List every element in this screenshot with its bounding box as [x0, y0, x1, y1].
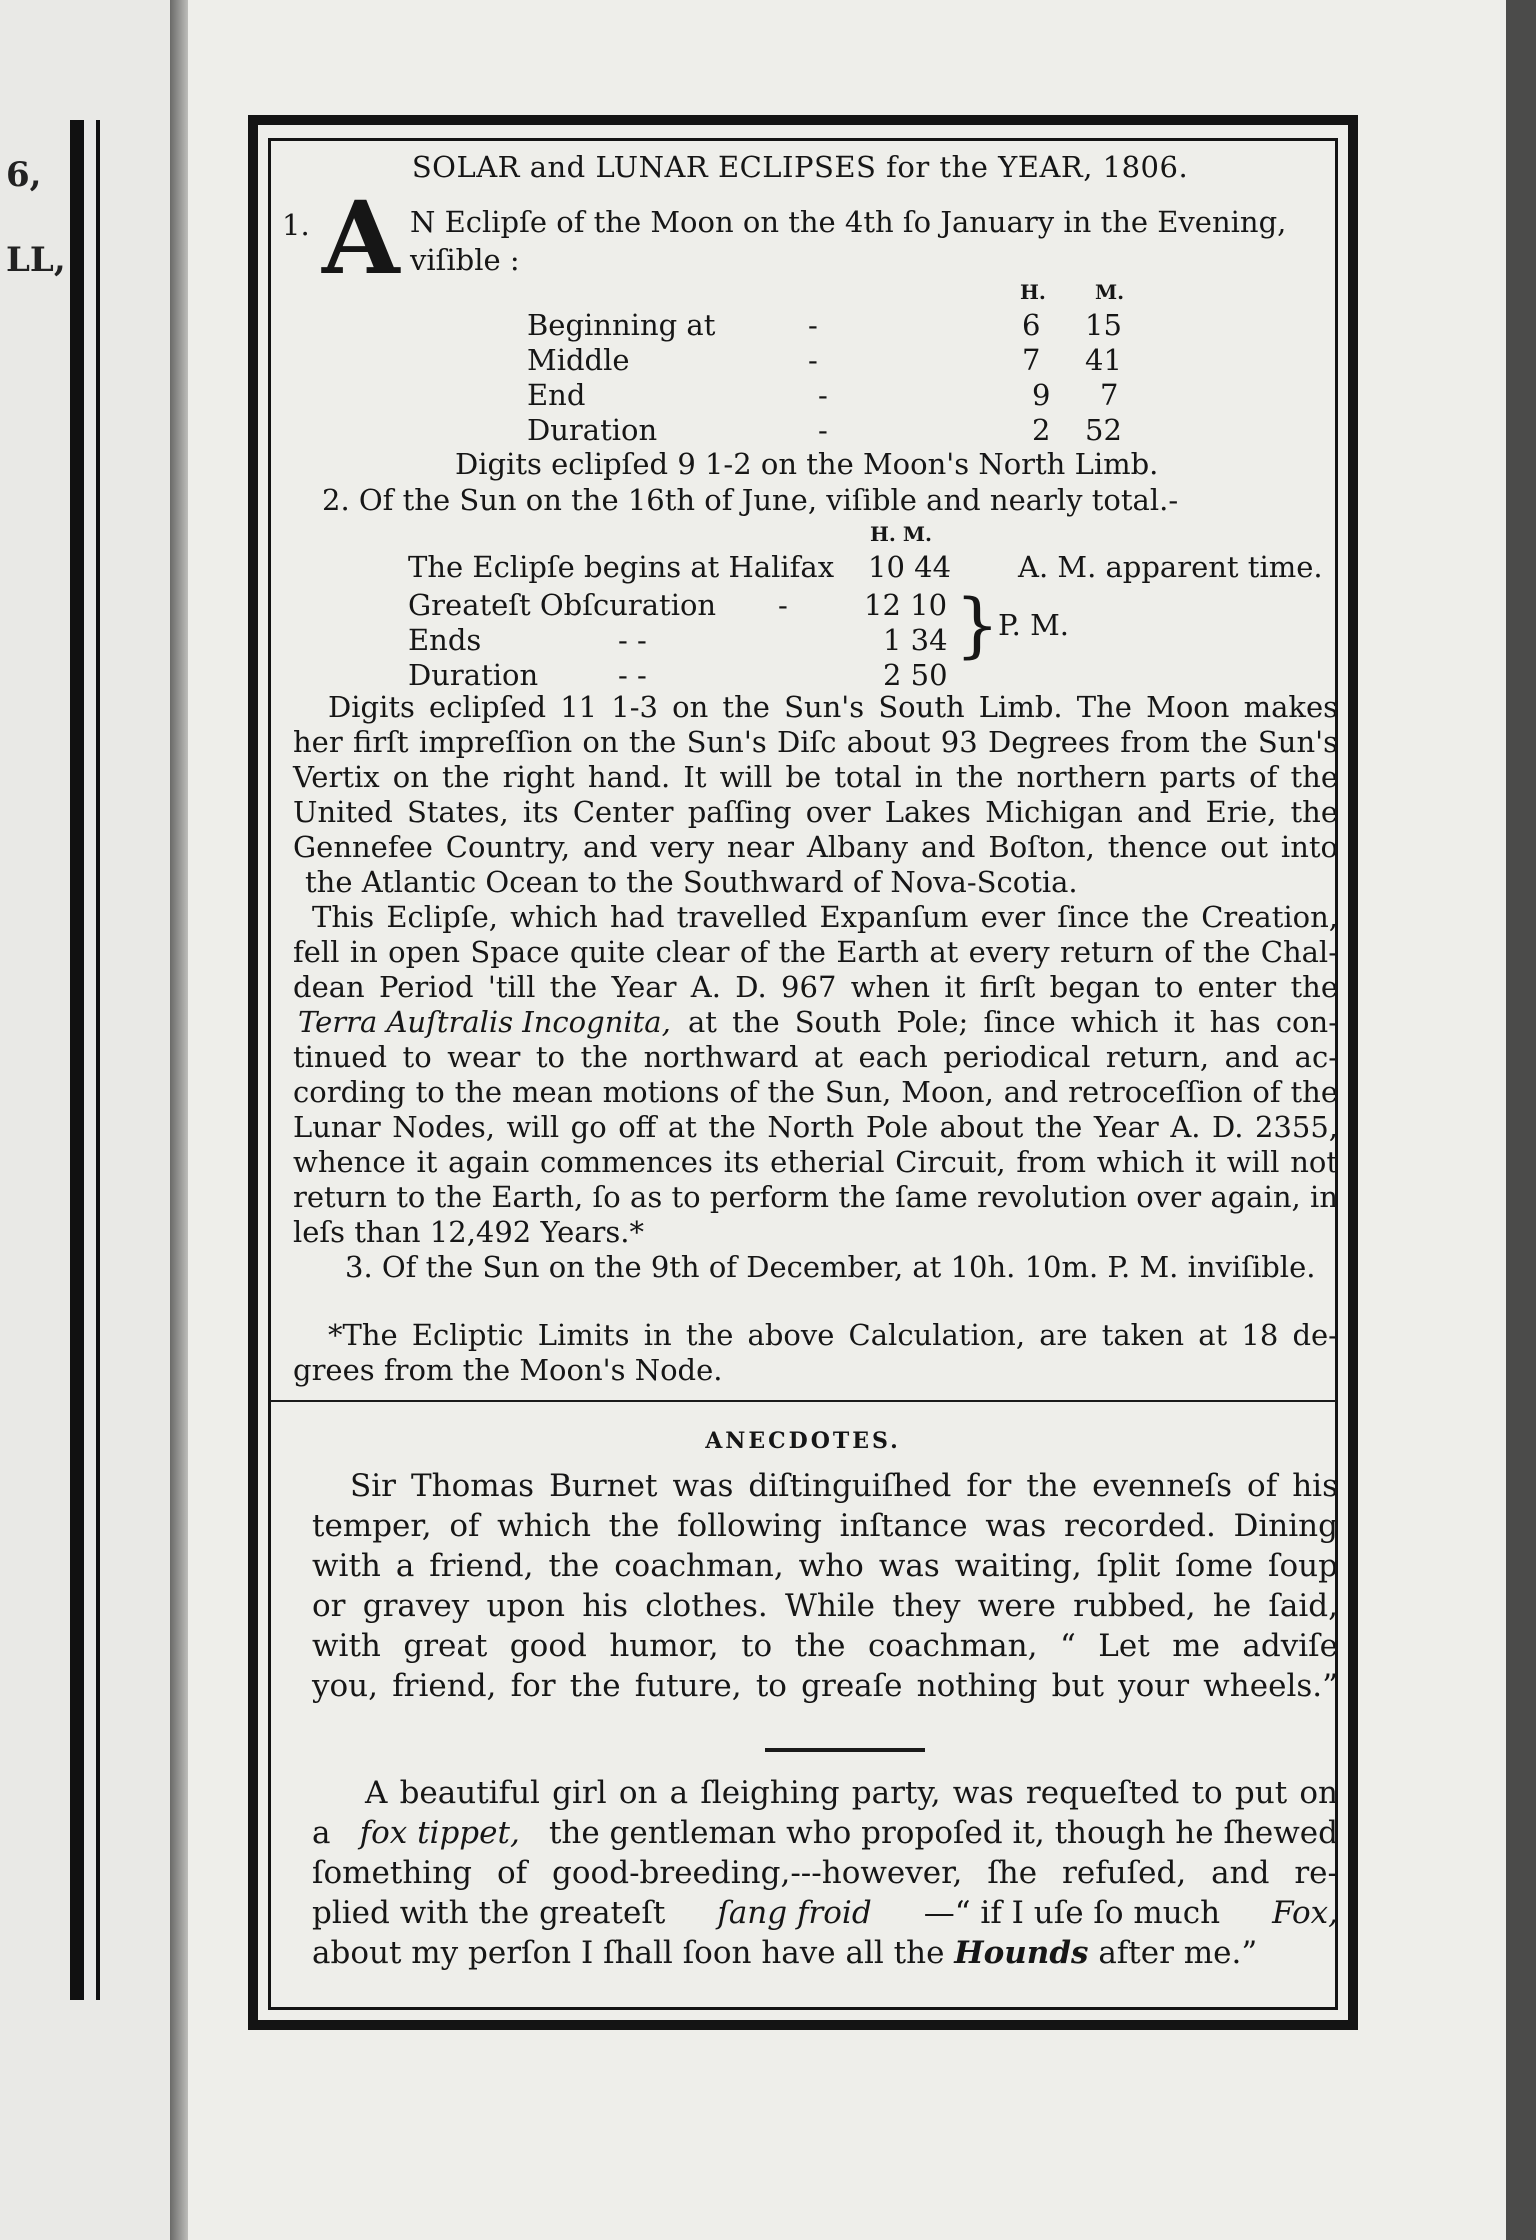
anecdote-italic: fox tippet,	[359, 1815, 520, 1851]
anecdote-italic: Fox,	[1272, 1895, 1338, 1931]
paragraph-line: fell in open Space quite clear of the Earth at every return of the Chal-	[293, 935, 1338, 969]
paragraph-line: United States, its Center paſſing over Lakes Michigan and Erie, the	[293, 795, 1338, 829]
page-border-inner	[268, 138, 1338, 2010]
table-row-label: End	[527, 378, 586, 412]
anecdote-line	[312, 1895, 1338, 1931]
table-cell-h: 7	[1022, 343, 1041, 377]
anecdote-line: or gravey upon his clothes. While they were rubbed, he ſaid,	[312, 1588, 1338, 1624]
paragraph-line: Vertix on the right hand. It will be total in the northern parts of the	[293, 760, 1338, 794]
anecdote-word: the gentleman who propoſed it, though he ſhewed	[548, 1815, 1338, 1851]
table-cell-m: 52	[1085, 413, 1122, 447]
table-cell-m: 7	[1100, 378, 1119, 412]
anecdote-line: A beautiful girl on a ſleighing party, was requeſted to put on	[365, 1775, 1338, 1811]
terra-australis: Terra Auſtralis Incognita,	[298, 1005, 671, 1039]
table-cell-time: 2 50	[883, 658, 948, 692]
anecdote-line: with a friend, the coachman, who was waiting, ſplit ſome ſoup	[312, 1548, 1338, 1584]
table-row-sep: -	[808, 343, 818, 377]
left-page-border-inner	[96, 120, 100, 2000]
scan-edge	[1506, 0, 1536, 2240]
table-cell-h: 6	[1022, 308, 1041, 342]
page-title: SOLAR and LUNAR ECLIPSES for the YEAR, 1806.	[411, 150, 1189, 184]
table-row-sep: -	[818, 378, 828, 412]
brace-glyph: }	[955, 584, 1000, 666]
table-cell-time: 1 34	[883, 623, 948, 657]
paragraph-line: This Eclipſe, which had travelled Expanſum ever ſince the Creation,	[312, 900, 1338, 934]
table-row-sep: - -	[618, 658, 647, 692]
anecdote-line: Sir Thomas Burnet was diſtinguiſhed for the evenneſs of his	[350, 1468, 1338, 1504]
paragraph-line: leſs than 12,492 Years.*	[293, 1215, 645, 1249]
eclipse2-heading: 2. Of the Sun on the 16th of June, viſible and nearly total.-	[322, 483, 1179, 517]
anecdote-word: after me.”	[1098, 1935, 1258, 1971]
left-page-text-fragment: 6,	[6, 155, 42, 195]
eclipse2-begins-time: 10 44	[868, 550, 952, 584]
paragraph-line: her firſt impreſſion on the Sun's Diſc about 93 Degrees from the Sun's	[293, 725, 1338, 759]
table-cell-m: 41	[1085, 343, 1122, 377]
table-cell-m: 15	[1085, 308, 1122, 342]
anecdote-word: about my perſon I ſhall ſoon have all the	[312, 1935, 945, 1971]
footnote-line: grees from the Moon's Node.	[293, 1353, 723, 1387]
left-page-border	[70, 120, 84, 2000]
table-row-label: Duration	[527, 413, 658, 447]
paragraph-line: dean Period 'till the Year A. D. 967 when it firſt began to enter the	[293, 970, 1338, 1004]
column-header-minutes: M.	[1095, 280, 1125, 304]
drop-cap: A	[322, 179, 400, 297]
anecdote-divider	[765, 1748, 925, 1752]
anecdote-word: plied with the greateſt	[312, 1895, 666, 1931]
anecdote-line	[312, 1935, 1257, 1971]
paragraph-line: Digits eclipſed 11 1-3 on the Sun's South Limb. The Moon makes	[328, 690, 1338, 724]
table-row-sep: - -	[618, 623, 647, 657]
anecdote-line	[312, 1815, 1338, 1851]
eclipse3-line: 3. Of the Sun on the 9th of December, at 10h. 10m. P. M. inviſible.	[345, 1250, 1316, 1284]
table-row-label: Middle	[527, 343, 630, 377]
paragraph-line: whence it again commences its etherial Circuit, from which it will not	[293, 1145, 1338, 1179]
eclipse1-line: viſible :	[410, 243, 520, 277]
table-row-label: Beginning at	[527, 308, 716, 342]
eclipse2-pm: P. M.	[998, 608, 1069, 642]
table-row-label: Ends	[408, 623, 482, 657]
table-cell-time: 12 10	[864, 588, 948, 622]
eclipse1-digits: Digits eclipſed 9 1-2 on the Moon's North Limb.	[455, 447, 1159, 481]
table-row-sep: -	[808, 308, 818, 342]
paragraph-line: return to the Earth, ſo as to perform the ſame revolution over again, in	[293, 1180, 1338, 1214]
book-gutter	[170, 0, 188, 2240]
eclipse2-begins-suffix: A. M. apparent time.	[1018, 550, 1323, 584]
anecdote-word: a	[312, 1815, 331, 1851]
paragraph-line: cording to the mean motions of the Sun, Moon, and retroceſſion of the	[293, 1075, 1338, 1109]
left-page-text-fragment: LL,	[6, 240, 66, 280]
table-row-sep: -	[818, 413, 828, 447]
table-row-label: Duration	[408, 658, 539, 692]
anecdote-line: you, friend, for the future, to greaſe nothing but your wheels.”	[312, 1668, 1338, 1704]
table-row-sep: -	[778, 588, 788, 622]
eclipse2-begins-label: The Eclipſe begins at Halifax	[408, 550, 835, 584]
eclipse1-line: N Eclipſe of the Moon on the 4th ſo January in the Evening,	[410, 205, 1287, 239]
table-row-label: Greateſt Obſcuration	[408, 588, 717, 622]
anecdotes-title: ANECDOTES.	[705, 1428, 901, 1454]
paragraph-line: Lunar Nodes, will go off at the North Pole about the Year A. D. 2355,	[293, 1110, 1338, 1144]
footnote-line: *The Ecliptic Limits in the above Calculation, are taken at 18 de-	[328, 1318, 1338, 1352]
anecdote-line: with great good humor, to the coachman, “ Let me adviſe	[312, 1628, 1338, 1664]
anecdote-line: temper, of which the following inſtance was recorded. Dining	[312, 1508, 1338, 1544]
paragraph-line: Gennefee Country, and very near Albany and Boſton, thence out into	[293, 830, 1338, 864]
paragraph-line: tinued to wear to the northward at each periodical return, and ac-	[293, 1040, 1338, 1074]
table-cell-h: 2	[1032, 413, 1051, 447]
column-header-hours: H.	[1020, 280, 1046, 304]
paragraph-line: at the South Pole; ſince which it has con-	[688, 1005, 1338, 1039]
anecdote-italic: Hounds	[954, 1935, 1089, 1971]
anecdote-italic: ſang froid	[717, 1895, 872, 1931]
eclipse-number: 1.	[282, 208, 310, 242]
paragraph-line: the Atlantic Ocean to the Southward of Nova-Scotia.	[305, 865, 1078, 899]
column-header-hm: H. M.	[870, 522, 932, 546]
anecdote-line: ſomething of good-breeding,---however, ſhe refuſed, and re-	[312, 1855, 1338, 1891]
table-cell-h: 9	[1032, 378, 1051, 412]
section-divider	[270, 1400, 1336, 1402]
left-page-fragment	[0, 0, 176, 2240]
anecdote-word: —“ if I uſe ſo much	[923, 1895, 1221, 1931]
